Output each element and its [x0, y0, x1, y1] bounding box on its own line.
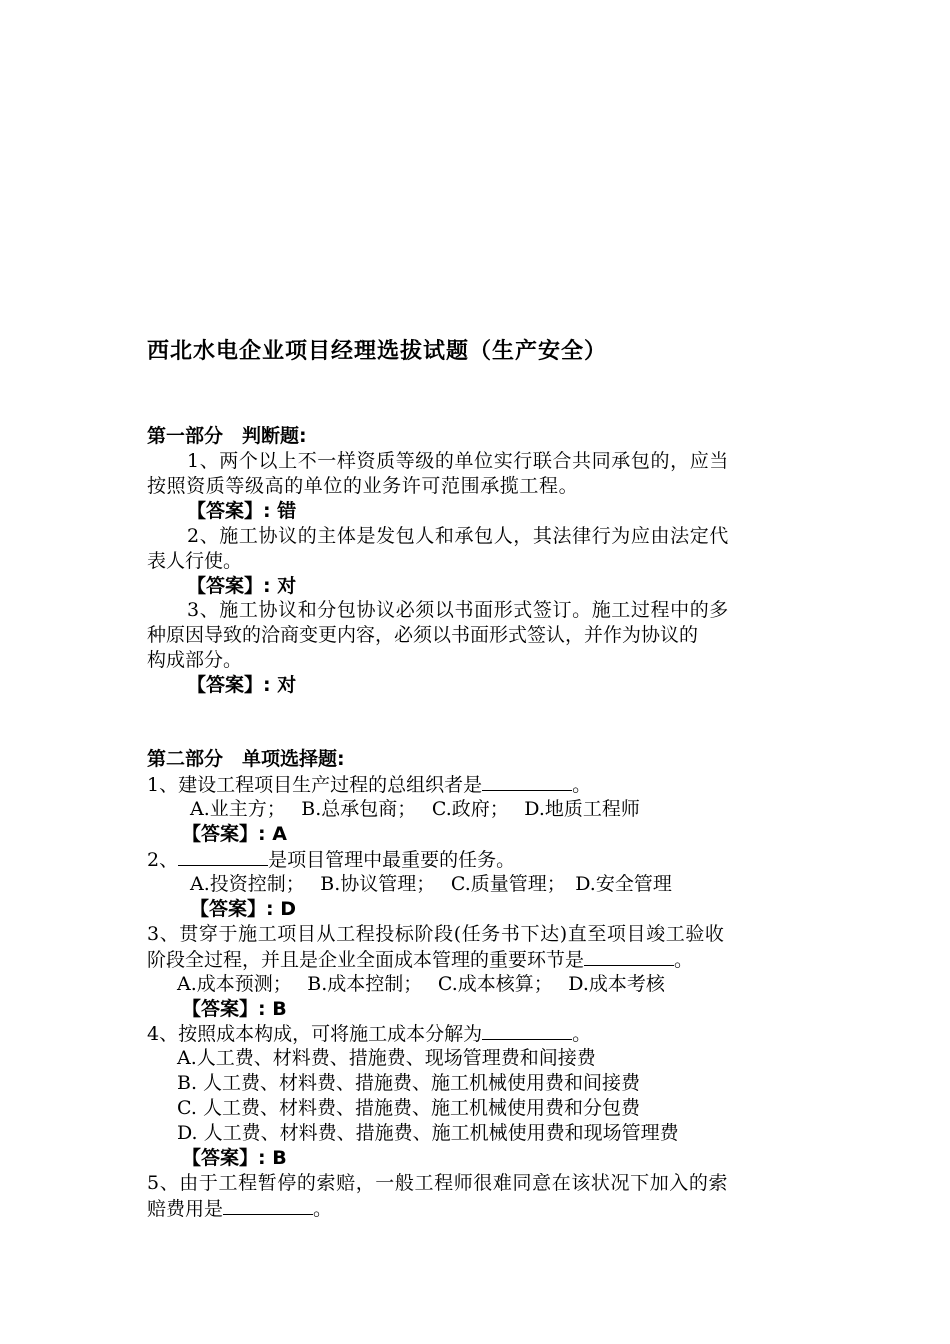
answer-blank	[178, 847, 268, 866]
part2-q4-option-a: A.人工费、材料费、措施费、现场管理费和间接费	[177, 1047, 596, 1069]
part1-q3-line2: 种原因导致的洽商变更内容，必须以书面形式签认，并作为协议的	[147, 624, 699, 646]
part2-heading: 第二部分 单项选择题:	[147, 748, 345, 770]
part2-q2-start: 2、	[147, 849, 179, 871]
part1-q1-line1: 1、两个以上不一样资质等级的单位实行联合共同承包的，应当	[187, 450, 729, 472]
part2-q4-end: 。	[572, 1023, 592, 1045]
part2-q4-text: 4、按照成本构成，可将施工成本分解为	[147, 1023, 483, 1045]
answer-blank	[223, 1196, 313, 1215]
part2-q2-answer: 【答案】: D	[190, 898, 296, 920]
part2-q3-line2-text: 阶段全过程，并且是企业全面成本管理的重要环节是	[147, 949, 585, 971]
answer-blank	[482, 772, 572, 791]
part2-q1-end: 。	[572, 774, 592, 796]
part1-q1-line2: 按照资质等级高的单位的业务许可范围承揽工程。	[147, 475, 579, 497]
part2-q4-answer: 【答案】: B	[182, 1147, 287, 1169]
part2-q5-line2-text: 赔费用是	[147, 1198, 224, 1220]
part2-q3-line2	[147, 947, 693, 973]
part1-heading: 第一部分 判断题:	[147, 425, 307, 447]
part1-q2-line1: 2、施工协议的主体是发包人和承包人，其法律行为应由法定代	[187, 525, 729, 547]
part2-q4-option-d: D. 人工费、材料费、措施费、施工机械使用费和现场管理费	[177, 1122, 679, 1144]
part1-q3-line1: 3、施工协议和分包协议必须以书面形式签订。施工过程中的多	[187, 599, 729, 621]
part2-q1	[147, 772, 591, 798]
part2-q4-option-c: C. 人工费、材料费、措施费、施工机械使用费和分包费	[177, 1097, 640, 1119]
part2-q2	[147, 847, 515, 873]
part2-q2-text: 是项目管理中最重要的任务。	[268, 849, 516, 871]
part2-q3-line1: 3、贯穿于施工项目从工程投标阶段(任务书下达)直至项目竣工验收	[147, 923, 725, 945]
part2-q5-end: 。	[313, 1198, 333, 1220]
part2-q5-line2	[147, 1196, 332, 1222]
part1-q3-answer: 【答案】: 对	[187, 674, 297, 696]
part2-q1-options: A.业主方； B.总承包商； C.政府； D.地质工程师	[190, 798, 640, 820]
part2-q3-answer: 【答案】: B	[182, 998, 287, 1020]
part2-q3-end: 。	[674, 949, 694, 971]
part2-q1-text: 1、建设工程项目生产过程的总组织者是	[147, 774, 483, 796]
answer-blank	[482, 1021, 572, 1040]
part1-q2-line2: 表人行使。	[147, 550, 243, 572]
part2-q1-answer: 【答案】: A	[182, 823, 287, 845]
part2-q3-options: A.成本预测； B.成本控制； C.成本核算； D.成本考核	[177, 973, 665, 995]
answer-blank	[584, 947, 674, 966]
part1-q3-line3: 构成部分。	[147, 649, 243, 671]
part1-q2-answer: 【答案】: 对	[187, 575, 297, 597]
part2-q5-line1: 5、由于工程暂停的索赔，一般工程师很难同意在该状况下加入的索	[147, 1172, 729, 1194]
part2-q2-options: A.投资控制； B.协议管理； C.质量管理； D.安全管理	[190, 873, 672, 895]
part2-q4	[147, 1021, 591, 1047]
page-title: 西北水电企业项目经理选拔试题（生产安全）	[147, 339, 608, 364]
part1-q1-answer: 【答案】: 错	[187, 500, 297, 522]
part2-q4-option-b: B. 人工费、材料费、措施费、施工机械使用费和间接费	[177, 1072, 641, 1094]
